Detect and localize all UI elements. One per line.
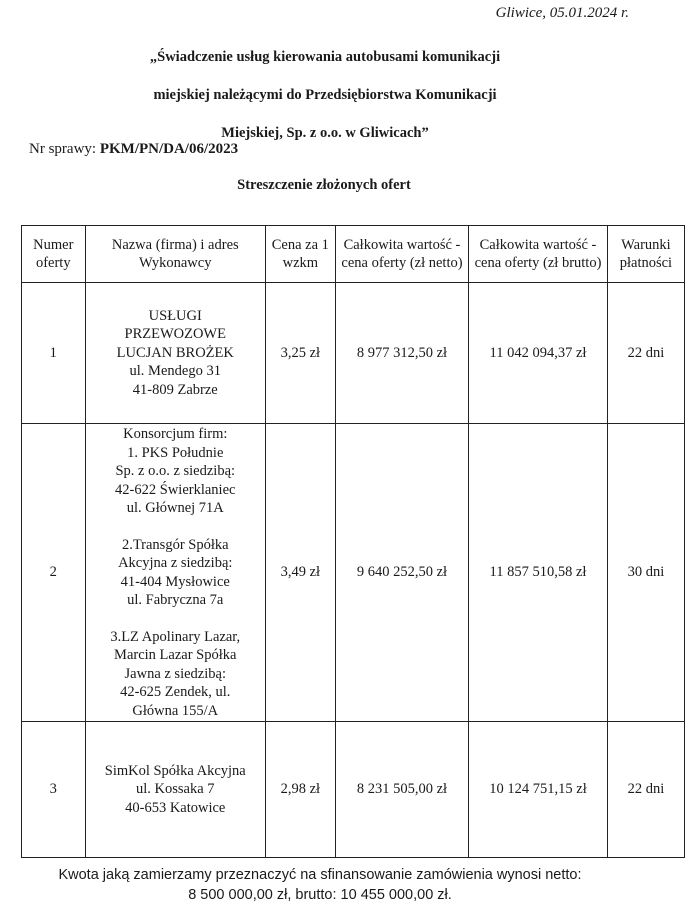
name-line: ul. Głównej 71A: [126, 500, 224, 516]
summary-title: Streszczenie złożonych ofert: [237, 177, 411, 193]
budget-note-line: Kwota jaką zamierzamy przeznaczyć na sfinansowanie zamówienia wynosi netto:: [58, 867, 582, 883]
offer-number: 3: [22, 722, 86, 858]
offer-terms: 22 dni: [607, 722, 684, 858]
title-line: miejskiej należącymi do Przedsiębiorstwa Komunikacji: [153, 87, 497, 103]
offers-table: [21, 225, 685, 858]
title-line: „Świadczenie usług kierowania autobusami komunikacji: [149, 49, 501, 65]
table-row: [22, 424, 685, 722]
header-price: Cena za 1 wzkm: [265, 226, 335, 283]
offer-price: 3,49 zł: [265, 424, 335, 722]
name-line: Akcyjna z siedzibą:: [118, 555, 233, 571]
case-number-line: [29, 141, 238, 158]
offer-number: 1: [22, 283, 86, 424]
name-line: 41-809 Zabrze: [132, 381, 218, 398]
offer-terms: 30 dni: [607, 424, 684, 722]
place-date: Gliwice, 05.01.2024 r.: [495, 5, 629, 21]
name-line: Marcin Lazar Spółka: [114, 647, 237, 663]
offer-gross: 11 857 510,58 zł: [469, 424, 608, 722]
name-line: PRZEWOZOWE: [124, 326, 226, 343]
table-header-row: [22, 226, 685, 283]
header-gross: Całkowita wartość - cena oferty (zł brutto): [469, 226, 608, 283]
name-line: 41-404 Mysłowice: [120, 573, 230, 590]
name-line: 3.LZ Apolinary Lazar,: [110, 628, 241, 645]
offer-price: 2,98 zł: [265, 722, 335, 858]
name-line: Konsorcjum firm:: [123, 426, 228, 442]
offer-number: 2: [22, 424, 86, 722]
name-line: 1. PKS Południe: [127, 444, 224, 461]
case-number: PKM/PN/DA/06/2023: [99, 141, 239, 157]
case-label: Nr sprawy:: [29, 141, 97, 157]
header-net: Całkowita wartość - cena oferty (zł netto): [335, 226, 468, 283]
name-line: Główna 155/A: [132, 702, 219, 719]
offer-name: [85, 424, 265, 722]
name-line: ul. Kossaka 7: [135, 781, 215, 798]
table-row: [22, 722, 685, 858]
offer-name: [85, 722, 265, 858]
header-terms: Warunki płatności: [607, 226, 684, 283]
table-row: [22, 283, 685, 424]
name-line: ul. Mendego 31: [129, 363, 221, 380]
name-line: SimKol Spółka Akcyjna: [104, 762, 246, 779]
name-line: LUCJAN BROŻEK: [116, 344, 234, 361]
offer-net: 8 231 505,00 zł: [335, 722, 468, 858]
header-number: Numer oferty: [22, 226, 86, 283]
offer-terms: 22 dni: [607, 283, 684, 424]
name-line: ul. Fabryczna 7a: [127, 592, 224, 608]
budget-note-amounts: 8 500 000,00 zł, brutto: 10 455 000,00 zł.: [188, 887, 452, 903]
offer-price: 3,25 zł: [265, 283, 335, 424]
spacer: [89, 610, 262, 628]
offer-name: [85, 283, 265, 424]
offer-net: 9 640 252,50 zł: [335, 424, 468, 722]
name-line: 42-625 Zendek, ul.: [120, 684, 231, 700]
name-line: 2.Transgór Spółka: [121, 536, 229, 553]
name-line: USŁUGI: [148, 307, 202, 324]
name-line: 40-653 Katowice: [125, 799, 226, 816]
name-line: Sp. z o.o. z siedzibą:: [115, 463, 236, 479]
spacer: [89, 518, 262, 536]
name-line: 42-622 Świerklaniec: [115, 481, 236, 498]
offer-gross: 11 042 094,37 zł: [469, 283, 608, 424]
budget-note: [0, 865, 640, 905]
offer-net: 8 977 312,50 zł: [335, 283, 468, 424]
header-name: Nazwa (firma) i adres Wykonawcy: [85, 226, 265, 283]
title-line: Miejskiej, Sp. z o.o. w Gliwicach”: [221, 125, 429, 141]
name-line: Jawna z siedzibą:: [124, 665, 226, 682]
offer-gross: 10 124 751,15 zł: [469, 722, 608, 858]
document-title: [90, 38, 560, 152]
